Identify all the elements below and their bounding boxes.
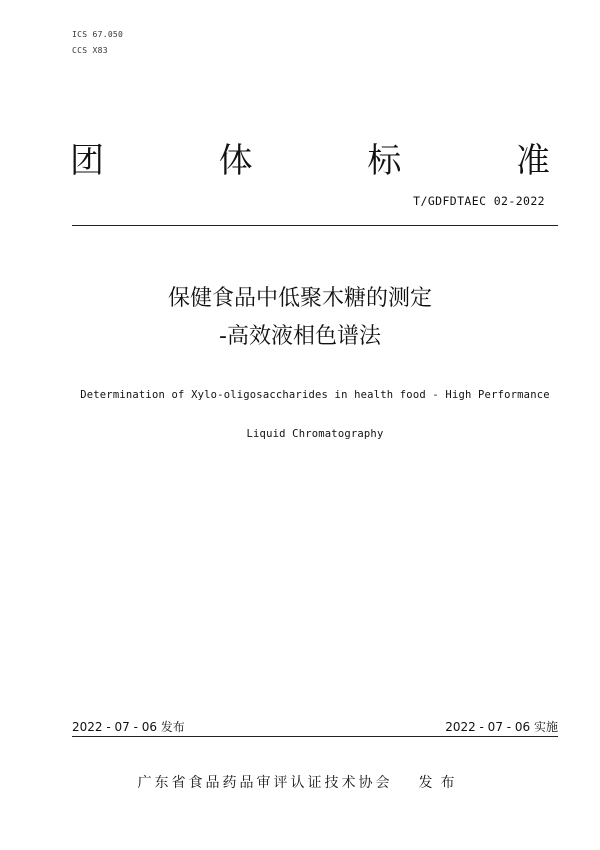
standard-category xyxy=(70,138,550,184)
chinese-title-line-1: 保健食品中低聚木糖的测定 xyxy=(167,286,432,311)
ics-code: ICS 67.050 xyxy=(72,30,124,39)
english-title-line-1: Determination of Xylo-oligosaccharides in health food - High Performance xyxy=(80,389,550,401)
category-char: 准 xyxy=(515,141,550,181)
publisher-line xyxy=(0,772,600,792)
publish-label: 发布 xyxy=(418,775,463,791)
ccs-code: CCS X83 xyxy=(72,46,108,55)
bottom-divider xyxy=(72,736,558,737)
publisher-name: 广东省食品药品审评认证技术协会 xyxy=(137,775,393,791)
category-char: 体 xyxy=(218,141,253,181)
english-title-line-2: Liquid Chromatography xyxy=(246,428,384,440)
issue-date: 2022 - 07 - 06 发布 xyxy=(72,720,185,734)
category-char: 标 xyxy=(367,141,402,181)
standard-number: T/GDFDTAEC 02-2022 xyxy=(413,194,545,208)
implementation-date: 2022 - 07 - 06 实施 xyxy=(445,720,558,734)
top-divider xyxy=(72,225,558,226)
category-char: 团 xyxy=(70,141,104,181)
chinese-title-line-2: -高效液相色谱法 xyxy=(219,324,381,349)
